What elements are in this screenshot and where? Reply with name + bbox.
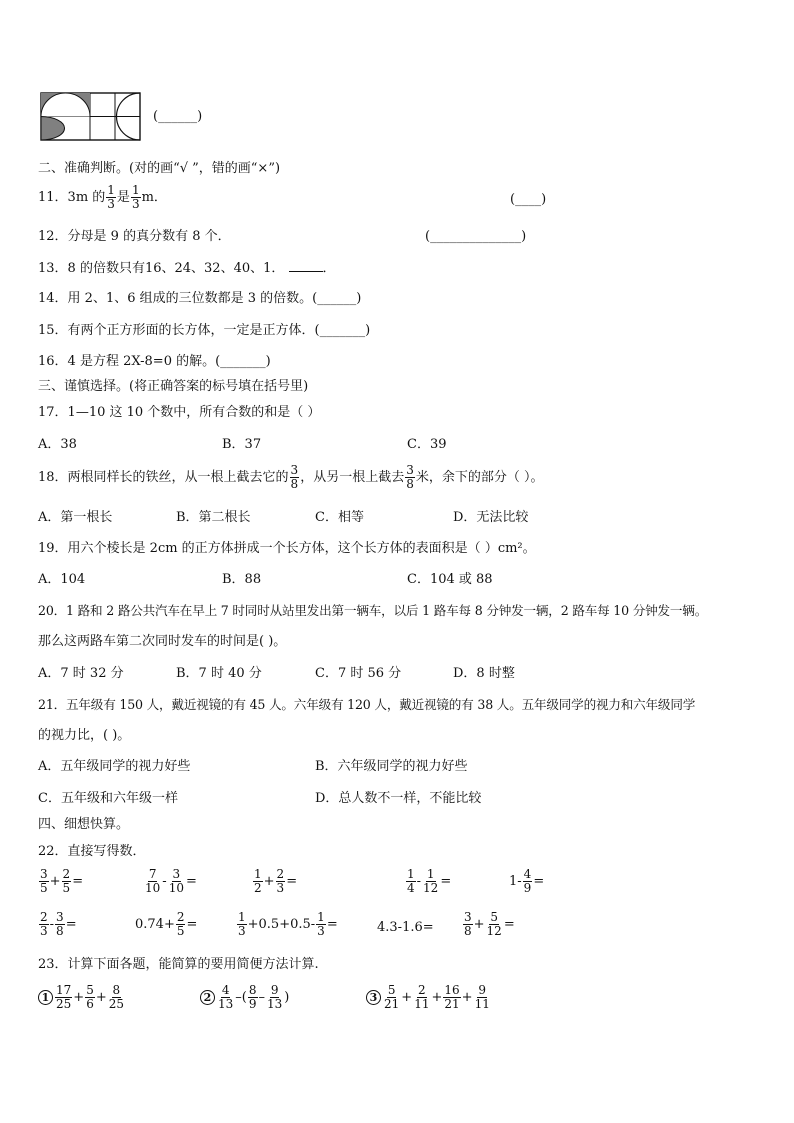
q19-option-c[interactable]: C．104 或 88: [407, 572, 493, 587]
q21-option-c[interactable]: C．五年级和六年级一样: [38, 791, 178, 806]
q22e4-frac-2: [422, 868, 439, 895]
question-19: 19．用六个棱长是 2cm 的正方体拼成一个长方体，这个长方体的表面积是（ ）cm²。: [38, 541, 536, 556]
question-12: 12．分母是 9 的真分数有 8 个．: [38, 229, 231, 244]
q22e5-f1n: 4: [523, 867, 532, 881]
question-20-line-2: 那么这两路车第二次同时发车的时间是( )。: [38, 634, 287, 649]
q23p3-op2: +: [431, 990, 443, 1005]
q23p3-frac-1: [383, 984, 400, 1011]
q22e4-f2n: 1: [426, 867, 435, 881]
q22e10-frac-2: [486, 911, 503, 938]
q18-f2-numerator: 3: [406, 463, 414, 477]
q22e1-f1n: 3: [40, 867, 48, 881]
q23p1-op1: +: [73, 990, 85, 1005]
q22e2-eq: =: [185, 874, 197, 889]
q23p3-f1n: 5: [387, 983, 396, 997]
q11-f1-numerator: 1: [107, 183, 115, 197]
section-3-heading: 三、谨慎选择。(将正确答案的标号填在括号里): [38, 379, 309, 394]
q22e6-f2n: 3: [56, 910, 64, 924]
q23p2-frac-3: [266, 984, 283, 1011]
q18-option-b[interactable]: B．第二根长: [176, 510, 251, 525]
q22-expr-4: [405, 868, 451, 895]
q22e1-f2n: 2: [62, 867, 71, 881]
q23p3-frac-3: [443, 984, 460, 1011]
question-21-line-1: 21．五年级有 150 人，戴近视镜的有 45 人。六年级有 120 人，戴近视镜的有 38 人。五年级同学的视力和六年级同学: [38, 697, 696, 712]
q22e8-frac-2: [316, 911, 326, 938]
q23p2-f2n: 8: [248, 983, 257, 997]
q23p2-f1d: 13: [218, 997, 234, 1011]
q23p1-frac-1: [55, 984, 72, 1011]
q23p2-circle-number: 2: [200, 990, 215, 1005]
q11-fraction-1: [106, 184, 116, 211]
q21-option-d[interactable]: D．总人数不一样，不能比较: [315, 791, 482, 806]
q23p2-close-paren: ): [284, 990, 290, 1005]
q22e3-f2d: 3: [276, 881, 285, 895]
q22e2-f2d: 10: [168, 881, 184, 895]
q22e7-frac-1: [176, 911, 186, 938]
q22e2-frac-2: [168, 868, 185, 895]
q23p3-f3n: 16: [444, 983, 460, 997]
q18-text-b: ，从另一根上截去: [300, 470, 405, 485]
q23p3-f4n: 9: [478, 983, 487, 997]
q22e8-f1d: 3: [238, 924, 246, 938]
q22e8-f2n: 1: [317, 910, 325, 924]
q22e8-frac-1: [237, 911, 247, 938]
q22e6-f2d: 8: [56, 924, 64, 938]
q22e10-op: +: [473, 917, 485, 932]
q22e1-frac-2: [62, 868, 72, 895]
q22-expr-8: [236, 911, 338, 938]
q13-end: ．: [322, 261, 336, 276]
q22e7-pre: 0.74+: [135, 917, 175, 932]
q11-text-c: m．: [141, 190, 167, 205]
q22e1-f2d: 5: [62, 881, 71, 895]
q22e3-f2n: 2: [276, 867, 285, 881]
q23-problem-1: [38, 984, 126, 1011]
q18-f1-denominator: 8: [290, 477, 299, 491]
q22e5-frac-1: [523, 868, 533, 895]
q23p3-op1: +: [401, 990, 413, 1005]
q22e5-eq: =: [533, 874, 545, 889]
q18-option-c[interactable]: C．相等: [315, 510, 364, 525]
q22-expr-9: 4.3-1.6=: [377, 920, 434, 935]
q19-option-b[interactable]: B．88: [222, 572, 262, 587]
q21-option-b[interactable]: B．六年级同学的视力好些: [315, 759, 468, 774]
q22e2-f1d: 10: [145, 881, 161, 895]
q22e10-f2d: 12: [486, 924, 502, 938]
q22e8-f1n: 1: [238, 910, 246, 924]
question-23-title: 23．计算下面各题，能简算的要用简便方法计算.: [38, 957, 319, 972]
q13-text: 13．8 的倍数只有16、24、32、40、1．: [38, 261, 285, 276]
q19-option-a[interactable]: A．104: [38, 572, 86, 587]
q22e2-f2n: 3: [172, 867, 181, 881]
q22e2-f1n: 7: [148, 867, 157, 881]
q22e5-pre: 1-: [509, 874, 522, 889]
q23p2-f3d: 13: [267, 997, 283, 1011]
q22e4-eq: =: [440, 874, 452, 889]
q23p1-frac-2: [85, 984, 95, 1011]
q22-expr-6: [38, 911, 77, 938]
q22e1-eq: =: [72, 874, 84, 889]
q23p3-f3d: 21: [444, 997, 460, 1011]
q11-text-b: 是: [116, 190, 130, 205]
q22e4-frac-1: [406, 868, 416, 895]
q23p3-op3: +: [461, 990, 473, 1005]
q23p2-op1: –: [235, 990, 242, 1005]
q22e7-eq: =: [186, 917, 198, 932]
q18-text-a: 18．两根同样长的铁丝，从一根上截去它的: [38, 470, 289, 485]
q20-option-d[interactable]: D．8 时整: [453, 666, 515, 681]
figure-answer-blank[interactable]: (______): [153, 109, 203, 124]
question-22-title: 22．直接写得数．: [38, 844, 146, 859]
q22e4-f1d: 4: [407, 881, 415, 895]
shape-figure: [40, 92, 142, 142]
q21-option-a[interactable]: A．五年级同学的视力好些: [38, 759, 191, 774]
q22e6-f1n: 2: [40, 910, 48, 924]
question-13: [38, 259, 336, 278]
q23p2-f3n: 9: [270, 983, 279, 997]
question-16: 16．4 是方程 2X-8=0 的解。(_______): [38, 354, 271, 369]
q22e8-f2d: 3: [317, 924, 325, 938]
q20-option-c[interactable]: C．7 时 56 分: [315, 666, 402, 681]
q18-option-d[interactable]: D．无法比较: [453, 510, 529, 525]
q22e6-frac-2: [55, 911, 65, 938]
q22e10-f2n: 5: [490, 910, 498, 924]
q22-expr-5: [509, 868, 544, 895]
q23p1-f3n: 8: [112, 983, 121, 997]
q23p3-frac-2: [413, 984, 430, 1011]
q22e3-frac-2: [276, 868, 286, 895]
q11-number: 11．: [38, 190, 68, 205]
q22e2-frac-1: [144, 868, 161, 895]
q22e8-mid: +0.5+0.5-: [247, 917, 316, 932]
q22e4-op: -: [416, 874, 422, 889]
q22e4-f2d: 12: [423, 881, 439, 895]
q18-f1-numerator: 3: [290, 463, 299, 477]
q23p3-f1d: 21: [384, 997, 400, 1011]
q23p2-f1n: 4: [221, 983, 230, 997]
q22e3-f1d: 2: [254, 881, 262, 895]
q23p1-op2: +: [95, 990, 107, 1005]
q22e10-frac-1: [463, 911, 473, 938]
q18-f2-denominator: 8: [406, 477, 414, 491]
q22e10-f1n: 3: [464, 910, 472, 924]
q18-text-c: 米，余下的部分（ ）。: [415, 470, 544, 485]
q22e1-op: +: [49, 874, 61, 889]
q23p1-f1d: 25: [56, 997, 72, 1011]
q22e6-frac-1: [39, 911, 49, 938]
q22e3-frac-1: [253, 868, 263, 895]
q23p1-f2d: 6: [86, 997, 94, 1011]
question-11: [38, 184, 167, 211]
q23p1-circle-number: 1: [38, 990, 53, 1005]
q22e1-frac-1: [39, 868, 49, 895]
q11-fraction-2: [131, 184, 141, 211]
q22e6-op: -: [49, 917, 55, 932]
q22e4-f1n: 1: [407, 867, 415, 881]
q22e2-op: -: [162, 874, 167, 889]
q23p3-circle-number: 3: [366, 990, 381, 1005]
q23p2-open-paren: (: [241, 990, 247, 1005]
q11-f1-denominator: 3: [107, 197, 115, 211]
q22e5-f1d: 9: [523, 881, 532, 895]
q11-text-a: 3m 的: [67, 190, 106, 205]
q18-fraction-1: [290, 464, 300, 491]
q20-option-b[interactable]: B．7 时 40 分: [176, 666, 262, 681]
q22e8-eq: =: [326, 917, 338, 932]
q22-expr-3: [252, 868, 297, 895]
q11-f2-denominator: 3: [131, 197, 140, 211]
q11-f2-numerator: 1: [131, 183, 140, 197]
q23p2-op2: –: [258, 990, 265, 1005]
q22e3-eq: =: [286, 874, 298, 889]
q22e6-eq: =: [65, 917, 77, 932]
q20-option-a[interactable]: A．7 时 32 分: [38, 666, 124, 681]
q18-fraction-2: [405, 464, 415, 491]
q18-option-a[interactable]: A．第一根长: [38, 510, 113, 525]
q23p3-f4d: 11: [474, 997, 490, 1011]
question-21-line-2: 的视力比，( )。: [38, 728, 131, 743]
q23p1-f1n: 17: [56, 983, 72, 997]
q23p1-f2n: 5: [86, 983, 94, 997]
q23p3-f2n: 2: [418, 983, 426, 997]
question-17: 17．1—10 这 10 个数中，所有合数的和是（ ）: [38, 405, 321, 420]
q23p3-f2d: 11: [414, 997, 430, 1011]
q23-problem-3: [366, 984, 492, 1011]
q22-expr-7: [135, 911, 197, 938]
q23p1-f3d: 25: [108, 997, 125, 1011]
q22-expr-10: [462, 911, 515, 938]
question-15: 15．有两个正方形面的长方体，一定是正方体．(_______): [38, 323, 371, 338]
q23p1-frac-3: [108, 984, 125, 1011]
q22e7-f1n: 2: [176, 910, 185, 924]
section-2-heading: 二、准确判断。(对的画“√ ”，错的画“×”): [38, 161, 281, 176]
question-18: [38, 464, 543, 491]
q23-problem-2: [200, 984, 289, 1011]
q13-answer-blank[interactable]: [289, 259, 323, 272]
question-20-line-1: 20．1 路和 2 路公共汽车在早上 7 时同时从站里发出第一辆车，以后 1 路车每 8 分钟发一辆，2 路车每 10 分钟发一辆。: [38, 603, 708, 618]
question-14: 14．用 2、1、6 组成的三位数都是 3 的倍数。(______): [38, 291, 362, 306]
q22e3-op: +: [263, 874, 275, 889]
q22-expr-1: [38, 868, 83, 895]
q22e10-eq: =: [503, 917, 515, 932]
q22e3-f1n: 1: [254, 867, 262, 881]
q17-option-a[interactable]: A．38: [38, 437, 77, 452]
q12-answer-blank[interactable]: (______________): [425, 229, 527, 244]
q22e1-f1d: 5: [40, 881, 48, 895]
q17-option-b[interactable]: B．37: [222, 437, 262, 452]
q22e6-f1d: 3: [40, 924, 48, 938]
q11-answer-blank[interactable]: (____): [510, 192, 547, 207]
section-4-heading: 四、细想快算。: [38, 817, 130, 832]
q17-option-c[interactable]: C．39: [407, 437, 447, 452]
q23p2-frac-1: [217, 984, 234, 1011]
q22e7-f1d: 5: [176, 924, 185, 938]
q22e10-f1d: 8: [464, 924, 472, 938]
q23p3-frac-4: [474, 984, 491, 1011]
q23p2-frac-2: [248, 984, 258, 1011]
q22-expr-2: [143, 868, 197, 895]
q23p2-f2d: 9: [248, 997, 257, 1011]
